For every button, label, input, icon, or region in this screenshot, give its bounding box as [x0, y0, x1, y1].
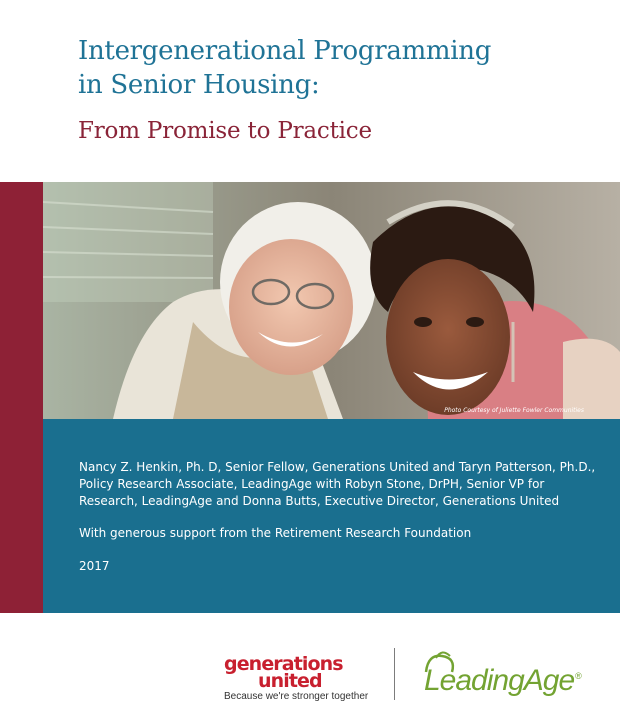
publication-year: 2017 — [79, 559, 110, 573]
info-panel — [43, 419, 620, 613]
generations-united-logo — [224, 655, 374, 701]
report-subtitle: From Promise to Practice — [78, 118, 372, 144]
leadingage-registered-mark: ® — [575, 671, 581, 681]
leadingage-name: LeadingAge — [424, 664, 575, 697]
side-accent-bar — [0, 182, 43, 613]
cover-photo-illustration — [43, 182, 620, 419]
support-text: With generous support from the Retirement Research Foundation — [79, 526, 472, 540]
report-title-line-1: Intergenerational Programming — [78, 36, 492, 66]
leadingage-wordmark — [424, 664, 581, 698]
leadingage-logo — [420, 650, 590, 700]
gu-logo-tagline: Because we're stronger together — [224, 691, 369, 702]
gu-logo-word-united: united — [258, 670, 322, 692]
logo-divider — [394, 648, 395, 700]
gu-logo-word-generations: generations — [224, 653, 343, 675]
photo-credit: Photo Courtesy of Juliette Fowler Communities — [444, 407, 584, 414]
report-title-block — [78, 34, 598, 146]
report-title-line-2: in Senior Housing: — [78, 70, 320, 100]
authors-text: Nancy Z. Henkin, Ph. D, Senior Fellow, Generations United and Taryn Patterson, Ph.D., Policy Research Associate, LeadingAge with Robyn Stone, DrPH, Senior VP for Research, LeadingAge and Donna Butts, Executive Director, Generations United — [79, 460, 596, 508]
cover-photo — [43, 182, 620, 419]
